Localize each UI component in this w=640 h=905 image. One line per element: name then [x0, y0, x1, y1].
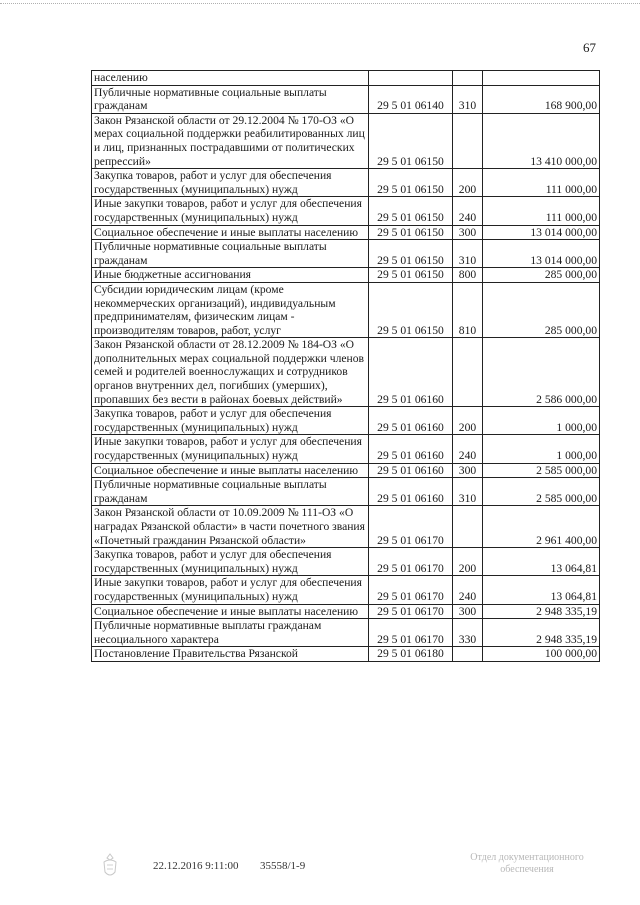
row-code-cell: 29 5 01 06160 [369, 478, 453, 506]
row-expense-type-cell: 330 [453, 619, 483, 647]
table-row [92, 478, 600, 506]
row-expense-type-cell [453, 338, 483, 407]
page-footer [0, 852, 640, 888]
row-code-cell: 29 5 01 06170 [369, 619, 453, 647]
row-code-cell: 29 5 01 06180 [369, 647, 453, 662]
row-expense-type-cell: 800 [453, 268, 483, 283]
table-row [92, 435, 600, 463]
row-expense-type-cell: 240 [453, 197, 483, 225]
row-amount-cell: 13 014 000,00 [483, 225, 600, 240]
row-code-cell [369, 71, 453, 86]
table-row [92, 113, 600, 168]
row-amount-cell: 1 000,00 [483, 407, 600, 435]
row-expense-type-cell: 300 [453, 463, 483, 478]
row-expense-type-cell: 200 [453, 407, 483, 435]
row-name-cell: Социальное обеспечение и иные выплаты населению [92, 225, 369, 240]
row-amount-cell: 168 900,00 [483, 85, 600, 113]
budget-table [91, 70, 600, 662]
row-name-cell: Публичные нормативные социальные выплаты гражданам [92, 478, 369, 506]
row-code-cell: 29 5 01 06150 [369, 225, 453, 240]
row-code-cell: 29 5 01 06160 [369, 435, 453, 463]
row-name-cell: Иные закупки товаров, работ и услуг для обеспечения государственных (муниципальных) нужд [92, 197, 369, 225]
table-row [92, 407, 600, 435]
row-name-cell: Закон Рязанской области от 29.12.2004 № 170-ОЗ «О мерах социальной поддержки реабилитированных лиц и лиц, признанных пострадавшими от политических репрессий» [92, 113, 369, 168]
table-row [92, 576, 600, 604]
row-amount-cell: 2 586 000,00 [483, 338, 600, 407]
table-row [92, 506, 600, 548]
row-name-cell: Социальное обеспечение и иные выплаты населению [92, 463, 369, 478]
row-name-cell: Закупка товаров, работ и услуг для обеспечения государственных (муниципальных) нужд [92, 407, 369, 435]
row-amount-cell: 285 000,00 [483, 282, 600, 337]
row-name-cell: населению [92, 71, 369, 86]
row-code-cell: 29 5 01 06170 [369, 506, 453, 548]
row-name-cell: Закупка товаров, работ и услуг для обеспечения государственных (муниципальных) нужд [92, 548, 369, 576]
row-code-cell: 29 5 01 06170 [369, 604, 453, 619]
row-name-cell: Иные закупки товаров, работ и услуг для обеспечения государственных (муниципальных) нужд [92, 435, 369, 463]
row-expense-type-cell [453, 113, 483, 168]
row-expense-type-cell [453, 647, 483, 662]
page-number: 67 [583, 40, 596, 55]
table-row [92, 71, 600, 86]
document-id: 35558/1-9 [260, 860, 306, 872]
row-amount-cell: 2 585 000,00 [483, 478, 600, 506]
table-row [92, 647, 600, 662]
row-name-cell: Социальное обеспечение и иные выплаты населению [92, 604, 369, 619]
row-code-cell: 29 5 01 06150 [369, 113, 453, 168]
department-stamp: Отдел документационного обеспечения [470, 852, 584, 875]
budget-table-body [92, 71, 600, 662]
row-expense-type-cell: 310 [453, 240, 483, 268]
row-expense-type-cell: 310 [453, 85, 483, 113]
table-row [92, 225, 600, 240]
table-row [92, 240, 600, 268]
row-amount-cell: 1 000,00 [483, 435, 600, 463]
table-row [92, 268, 600, 283]
table-row [92, 548, 600, 576]
row-expense-type-cell [453, 71, 483, 86]
row-code-cell: 29 5 01 06150 [369, 282, 453, 337]
table-row [92, 282, 600, 337]
row-code-cell: 29 5 01 06150 [369, 169, 453, 197]
row-name-cell: Закон Рязанской области от 28.12.2009 № 184-ОЗ «О дополнительных мерах социальной поддержки членов семей и родителей военнослужащих и сотрудников органов внутренних дел, погибших (умерших), пропавших без вести в районах боевых действий» [92, 338, 369, 407]
row-name-cell: Закон Рязанской области от 10.09.2009 № 111-ОЗ «О наградах Рязанской области» в части почетного звания «Почетный гражданин Рязанской области» [92, 506, 369, 548]
row-amount-cell [483, 71, 600, 86]
row-expense-type-cell: 240 [453, 435, 483, 463]
row-name-cell: Публичные нормативные социальные выплаты гражданам [92, 240, 369, 268]
row-amount-cell: 2 948 335,19 [483, 604, 600, 619]
row-amount-cell: 2 585 000,00 [483, 463, 600, 478]
table-row [92, 338, 600, 407]
row-code-cell: 29 5 01 06160 [369, 407, 453, 435]
table-row [92, 169, 600, 197]
table-row [92, 619, 600, 647]
row-amount-cell: 285 000,00 [483, 268, 600, 283]
row-amount-cell: 13 410 000,00 [483, 113, 600, 168]
table-row [92, 85, 600, 113]
row-amount-cell: 13 064,81 [483, 576, 600, 604]
row-expense-type-cell: 200 [453, 169, 483, 197]
table-row [92, 604, 600, 619]
row-code-cell: 29 5 01 06150 [369, 197, 453, 225]
row-code-cell: 29 5 01 06170 [369, 548, 453, 576]
row-amount-cell: 13 064,81 [483, 548, 600, 576]
row-name-cell: Постановление Правительства Рязанской [92, 647, 369, 662]
row-name-cell: Публичные нормативные социальные выплаты гражданам [92, 85, 369, 113]
scan-border-line [0, 3, 640, 5]
row-expense-type-cell: 240 [453, 576, 483, 604]
row-amount-cell: 111 000,00 [483, 169, 600, 197]
row-name-cell: Закупка товаров, работ и услуг для обеспечения государственных (муниципальных) нужд [92, 169, 369, 197]
row-expense-type-cell: 200 [453, 548, 483, 576]
row-amount-cell: 2 948 335,19 [483, 619, 600, 647]
print-date: 22.12.2016 9:11:00 [153, 860, 239, 872]
row-amount-cell: 2 961 400,00 [483, 506, 600, 548]
seal-icon [100, 852, 120, 880]
row-expense-type-cell: 310 [453, 478, 483, 506]
row-code-cell: 29 5 01 06140 [369, 85, 453, 113]
row-code-cell: 29 5 01 06160 [369, 463, 453, 478]
row-code-cell: 29 5 01 06150 [369, 240, 453, 268]
row-expense-type-cell [453, 506, 483, 548]
row-expense-type-cell: 300 [453, 225, 483, 240]
row-code-cell: 29 5 01 06170 [369, 576, 453, 604]
table-row [92, 463, 600, 478]
row-name-cell: Публичные нормативные выплаты гражданам несоциального характера [92, 619, 369, 647]
row-code-cell: 29 5 01 06160 [369, 338, 453, 407]
row-name-cell: Иные закупки товаров, работ и услуг для обеспечения государственных (муниципальных) нужд [92, 576, 369, 604]
table-row [92, 197, 600, 225]
row-expense-type-cell: 810 [453, 282, 483, 337]
row-amount-cell: 13 014 000,00 [483, 240, 600, 268]
row-code-cell: 29 5 01 06150 [369, 268, 453, 283]
row-expense-type-cell: 300 [453, 604, 483, 619]
row-name-cell: Иные бюджетные ассигнования [92, 268, 369, 283]
row-amount-cell: 100 000,00 [483, 647, 600, 662]
row-name-cell: Субсидии юридическим лицам (кроме некоммерческих организаций), индивидуальным предпринимателям, физическим лицам - производителям товаров, работ, услуг [92, 282, 369, 337]
row-amount-cell: 111 000,00 [483, 197, 600, 225]
